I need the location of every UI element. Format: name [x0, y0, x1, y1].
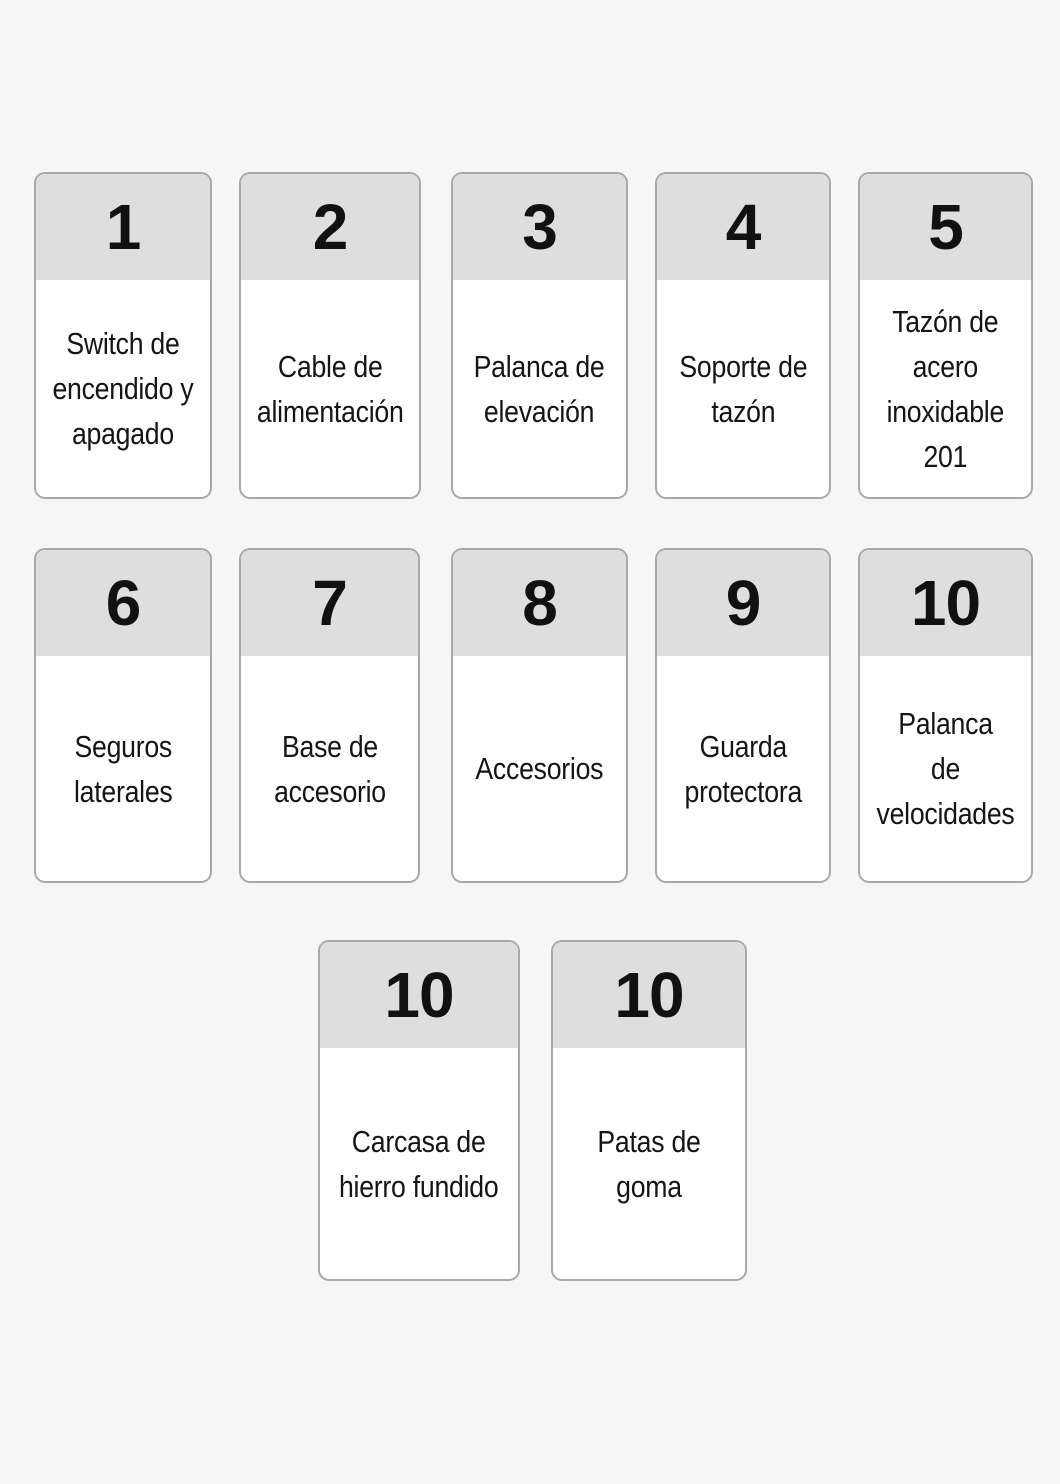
part-card-body: [657, 656, 829, 881]
part-card-8: [451, 548, 628, 883]
part-card-body: [453, 280, 626, 497]
part-label: Cable de alimentación: [256, 348, 404, 429]
part-number: 9: [725, 567, 761, 639]
part-card-body: [860, 280, 1031, 497]
part-card-2: [239, 172, 421, 499]
part-label: Base de accesorio: [273, 728, 386, 809]
part-number: 6: [105, 567, 141, 639]
part-number: 1: [105, 191, 141, 263]
part-card-header: [657, 174, 829, 280]
part-card-4: [655, 172, 831, 499]
part-label: Accesorios: [475, 751, 604, 786]
part-card-10: [858, 548, 1033, 883]
part-card-7: [239, 548, 420, 883]
part-card-11: [318, 940, 520, 1281]
part-card-header: [453, 550, 626, 656]
part-number: 10: [910, 567, 981, 639]
part-card-header: [860, 550, 1031, 656]
part-number: 4: [725, 191, 761, 263]
part-number: 10: [384, 959, 454, 1031]
part-card-12: [551, 940, 747, 1281]
part-card-header: [36, 550, 210, 656]
part-label: Switch de encendido y apagado: [52, 326, 194, 451]
part-number: 10: [614, 959, 684, 1031]
part-number: 7: [312, 567, 347, 639]
part-label: Tazón de acero inoxidable 201: [886, 303, 1005, 474]
part-card-header: [241, 550, 418, 656]
part-card-header: [657, 550, 829, 656]
part-number: 3: [522, 191, 557, 263]
part-label: Soporte de tazón: [679, 348, 807, 429]
part-card-body: [553, 1048, 745, 1279]
part-card-body: [241, 656, 418, 881]
part-card-1: [34, 172, 212, 499]
part-card-6: [34, 548, 212, 883]
part-label: Palanca de velocidades: [876, 706, 1015, 831]
part-card-body: [657, 280, 829, 497]
part-card-5: [858, 172, 1033, 499]
part-card-3: [451, 172, 628, 499]
part-card-header: [860, 174, 1031, 280]
part-card-header: [241, 174, 419, 280]
part-card-body: [241, 280, 419, 497]
part-label: Palanca de elevación: [474, 348, 605, 429]
part-card-body: [36, 280, 210, 497]
part-card-header: [553, 942, 745, 1048]
part-card-9: [655, 548, 831, 883]
part-card-header: [36, 174, 210, 280]
part-label: Guarda protectora: [684, 728, 802, 809]
part-card-header: [453, 174, 626, 280]
part-card-body: [320, 1048, 518, 1279]
part-number: 8: [522, 567, 557, 639]
part-number: 5: [928, 191, 963, 263]
part-label: Carcasa de hierro fundido: [339, 1123, 499, 1204]
part-card-body: [36, 656, 210, 881]
part-card-body: [860, 656, 1031, 881]
part-card-body: [453, 656, 626, 881]
part-card-header: [320, 942, 518, 1048]
part-label: Patas de goma: [597, 1123, 701, 1204]
part-number: 2: [312, 191, 348, 263]
part-label: Seguros laterales: [73, 728, 173, 809]
